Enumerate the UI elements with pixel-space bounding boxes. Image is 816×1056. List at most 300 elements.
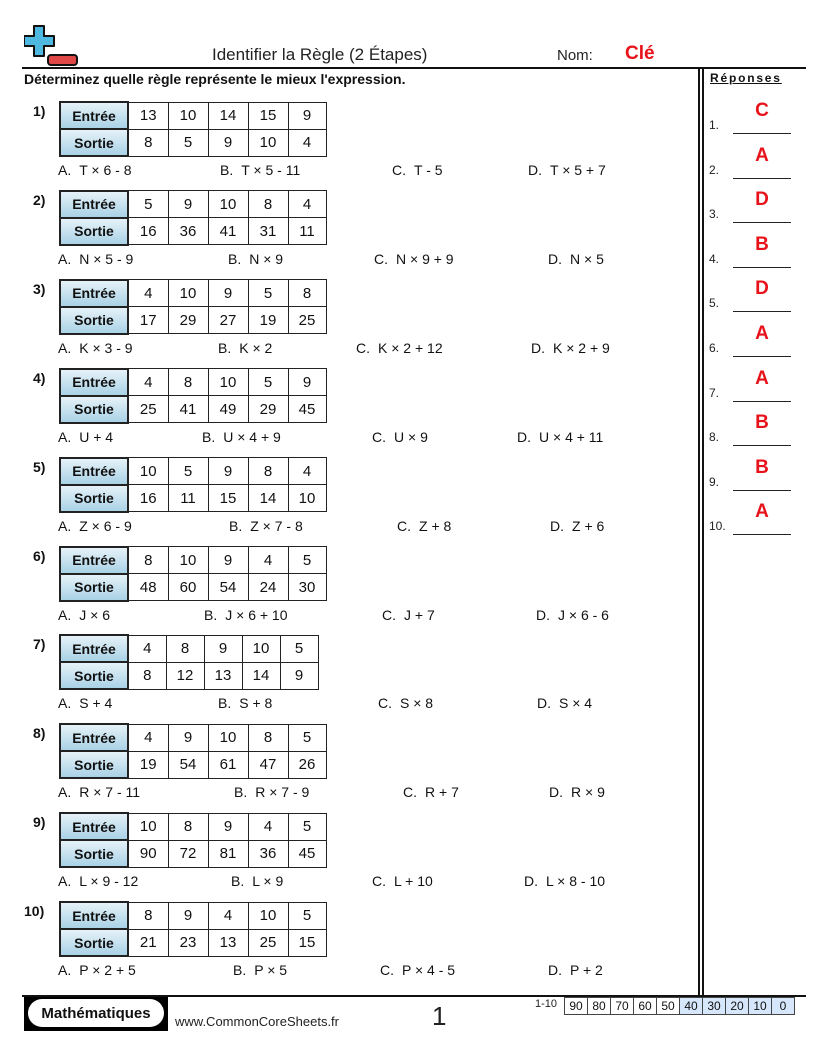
output-cell: 5 bbox=[168, 129, 208, 156]
instructions: Déterminez quelle règle représente le mieux l'expression. bbox=[24, 71, 406, 87]
answer-option-a bbox=[58, 162, 132, 178]
answer-option-d bbox=[528, 162, 606, 178]
option-rule: R × 7 - 9 bbox=[255, 784, 310, 801]
option-letter: A. bbox=[58, 162, 72, 178]
problem-number: 6) bbox=[33, 547, 46, 564]
answer-option-c bbox=[372, 873, 433, 889]
answer-line bbox=[733, 311, 791, 312]
answer-option-c bbox=[374, 251, 454, 267]
input-cell: 8 bbox=[168, 813, 208, 840]
input-cell: 5 bbox=[168, 458, 208, 485]
output-cell: 9 bbox=[208, 129, 248, 156]
output-cell: 36 bbox=[168, 218, 208, 245]
input-cell: 9 bbox=[288, 369, 326, 396]
output-cell: 45 bbox=[288, 840, 326, 867]
output-cell: 16 bbox=[128, 218, 168, 245]
output-cell: 48 bbox=[128, 574, 168, 601]
input-cell: 5 bbox=[288, 813, 326, 840]
input-cell: 9 bbox=[168, 902, 208, 929]
option-letter: B. bbox=[229, 517, 243, 534]
option-rule: N × 9 + 9 bbox=[396, 250, 454, 267]
problem-number: 7) bbox=[33, 636, 46, 653]
problem-number: 3) bbox=[33, 280, 46, 297]
input-output-table bbox=[59, 634, 319, 690]
option-letter: B. bbox=[228, 250, 242, 267]
answer-item bbox=[709, 412, 799, 446]
answer-value: B bbox=[755, 412, 769, 434]
option-rule: Z + 6 bbox=[572, 517, 605, 534]
option-letter: A. bbox=[58, 606, 72, 623]
output-cell: 16 bbox=[128, 485, 168, 512]
output-cell: 11 bbox=[168, 485, 208, 512]
row-label-input: Entrée bbox=[60, 635, 128, 662]
option-rule: S + 8 bbox=[239, 695, 273, 712]
input-cell: 5 bbox=[248, 369, 288, 396]
option-rule: K × 2 + 9 bbox=[553, 339, 610, 356]
answer-option-c bbox=[397, 518, 451, 534]
output-cell: 36 bbox=[248, 840, 288, 867]
output-cell: 14 bbox=[248, 485, 288, 512]
answer-option-d bbox=[548, 962, 603, 978]
output-cell: 10 bbox=[288, 485, 326, 512]
brand-label: Mathématiques bbox=[28, 999, 164, 1027]
output-cell: 41 bbox=[168, 396, 208, 423]
answer-option-d bbox=[549, 784, 605, 800]
output-cell: 8 bbox=[128, 662, 166, 689]
answer-number: 1. bbox=[709, 118, 720, 132]
answer-value: B bbox=[755, 456, 769, 478]
input-cell: 10 bbox=[168, 547, 208, 574]
option-letter: D. bbox=[548, 962, 562, 979]
input-cell: 5 bbox=[288, 547, 326, 574]
option-letter: A. bbox=[58, 250, 72, 267]
output-cell: 9 bbox=[280, 662, 318, 689]
output-cell: 29 bbox=[248, 396, 288, 423]
input-cell: 10 bbox=[128, 458, 168, 485]
problem-number: 1) bbox=[33, 103, 46, 119]
option-letter: B. bbox=[218, 695, 232, 712]
output-cell: 90 bbox=[128, 840, 168, 867]
option-rule: U × 4 + 9 bbox=[223, 428, 281, 445]
answers-divider bbox=[702, 67, 704, 997]
option-rule: T × 6 - 8 bbox=[79, 162, 132, 178]
input-cell: 10 bbox=[168, 102, 208, 129]
option-rule: U × 4 + 11 bbox=[539, 428, 604, 445]
input-cell: 4 bbox=[128, 724, 168, 751]
row-label-input: Entrée bbox=[60, 902, 128, 929]
option-letter: C. bbox=[372, 873, 386, 890]
input-cell: 8 bbox=[128, 902, 168, 929]
input-cell: 10 bbox=[168, 280, 208, 307]
output-cell: 60 bbox=[168, 574, 208, 601]
option-letter: D. bbox=[548, 250, 562, 267]
output-cell: 11 bbox=[288, 218, 326, 245]
answer-value: A bbox=[755, 501, 769, 523]
output-cell: 27 bbox=[208, 307, 248, 334]
option-letter: A. bbox=[58, 339, 72, 356]
input-cell: 9 bbox=[168, 724, 208, 751]
row-label-output: Sortie bbox=[60, 574, 128, 601]
output-cell: 17 bbox=[128, 307, 168, 334]
option-letter: A. bbox=[58, 873, 72, 890]
option-letter: B. bbox=[218, 339, 232, 356]
option-rule: K × 2 + 12 bbox=[378, 339, 443, 356]
answer-option-c bbox=[403, 784, 459, 800]
input-cell: 14 bbox=[208, 102, 248, 129]
answer-option-a bbox=[58, 607, 110, 623]
option-rule: L × 9 bbox=[252, 873, 284, 890]
answer-number: 7. bbox=[709, 385, 720, 400]
option-rule: K × 2 bbox=[239, 339, 273, 356]
option-letter: D. bbox=[517, 428, 531, 445]
score-cell: 10 bbox=[749, 998, 772, 1015]
input-cell: 4 bbox=[128, 280, 168, 307]
input-cell: 5 bbox=[128, 191, 168, 218]
output-cell: 29 bbox=[168, 307, 208, 334]
score-cell: 70 bbox=[611, 998, 634, 1015]
output-cell: 54 bbox=[208, 574, 248, 601]
option-rule: P + 2 bbox=[570, 962, 603, 979]
answer-number: 3. bbox=[709, 207, 720, 222]
answer-option-b bbox=[218, 340, 272, 356]
output-cell: 4 bbox=[288, 129, 326, 156]
answer-option-b bbox=[202, 429, 281, 445]
input-cell: 9 bbox=[204, 635, 242, 662]
score-cell: 30 bbox=[703, 998, 726, 1015]
problem-number: 5) bbox=[33, 458, 46, 475]
row-label-output: Sortie bbox=[60, 129, 128, 156]
input-cell: 5 bbox=[288, 724, 326, 751]
output-cell: 13 bbox=[204, 662, 242, 689]
row-label-output: Sortie bbox=[60, 840, 128, 867]
answer-value: A bbox=[755, 144, 769, 166]
option-rule: N × 5 - 9 bbox=[79, 250, 134, 267]
option-letter: B. bbox=[204, 606, 218, 623]
answer-option-c bbox=[378, 695, 433, 711]
option-rule: J × 6 bbox=[79, 606, 110, 623]
answer-value: C bbox=[755, 100, 769, 121]
option-letter: A. bbox=[58, 517, 72, 534]
answers-divider bbox=[698, 67, 700, 997]
option-rule: T × 5 - 11 bbox=[241, 162, 301, 178]
answer-value: D bbox=[755, 189, 769, 211]
answer-item bbox=[709, 233, 799, 268]
input-cell: 9 bbox=[288, 102, 326, 129]
input-output-table bbox=[59, 190, 327, 246]
output-cell: 24 bbox=[248, 574, 288, 601]
option-letter: D. bbox=[549, 784, 563, 801]
option-rule: P × 4 - 5 bbox=[402, 962, 456, 979]
input-cell: 5 bbox=[248, 280, 288, 307]
output-cell: 10 bbox=[248, 129, 288, 156]
output-cell: 23 bbox=[168, 929, 208, 956]
problem-number: 10) bbox=[24, 903, 45, 920]
name-value: Clé bbox=[625, 43, 655, 64]
option-rule: S × 8 bbox=[400, 695, 434, 712]
answer-value: B bbox=[755, 233, 769, 255]
row-label-output: Sortie bbox=[60, 218, 128, 245]
answer-option-a bbox=[58, 429, 113, 445]
score-cell: 40 bbox=[680, 998, 703, 1015]
answer-item bbox=[709, 189, 799, 223]
problem-number: 4) bbox=[33, 369, 46, 386]
output-cell: 15 bbox=[288, 929, 326, 956]
option-letter: A. bbox=[58, 428, 72, 445]
input-cell: 8 bbox=[166, 635, 204, 662]
option-rule: N × 5 bbox=[570, 250, 604, 267]
output-cell: 30 bbox=[288, 574, 326, 601]
input-output-table bbox=[59, 368, 327, 424]
row-label-input: Entrée bbox=[60, 547, 128, 574]
answer-number: 5. bbox=[709, 296, 720, 311]
option-rule: S + 4 bbox=[79, 695, 113, 712]
option-letter: C. bbox=[382, 606, 396, 623]
option-letter: A. bbox=[58, 784, 72, 801]
answer-option-a bbox=[58, 962, 136, 978]
answer-item bbox=[709, 367, 799, 402]
option-letter: C. bbox=[403, 784, 417, 801]
output-cell: 45 bbox=[288, 396, 326, 423]
input-cell: 5 bbox=[280, 635, 318, 662]
option-rule: R × 7 - 11 bbox=[79, 784, 141, 801]
option-rule: U + 4 bbox=[79, 428, 114, 445]
answer-option-b bbox=[220, 162, 300, 178]
answer-option-a bbox=[58, 784, 140, 800]
score-cell: 80 bbox=[588, 998, 611, 1015]
option-letter: B. bbox=[234, 784, 248, 801]
option-letter: D. bbox=[524, 873, 538, 890]
output-cell: 25 bbox=[128, 396, 168, 423]
row-label-input: Entrée bbox=[60, 369, 128, 396]
option-letter: D. bbox=[550, 517, 564, 534]
answer-number: 10. bbox=[709, 519, 726, 534]
option-rule: L × 8 - 10 bbox=[546, 873, 606, 890]
option-letter: C. bbox=[378, 695, 392, 712]
option-letter: D. bbox=[537, 695, 551, 712]
answer-option-c bbox=[372, 429, 428, 445]
output-cell: 31 bbox=[248, 218, 288, 245]
input-cell: 10 bbox=[128, 813, 168, 840]
input-cell: 8 bbox=[248, 458, 288, 485]
answer-line bbox=[733, 401, 791, 402]
score-cell: 20 bbox=[726, 998, 749, 1015]
answer-option-b bbox=[218, 695, 272, 711]
option-rule: S × 4 bbox=[559, 695, 593, 712]
input-cell: 15 bbox=[248, 102, 288, 129]
option-letter: C. bbox=[372, 428, 386, 445]
answer-line bbox=[733, 490, 791, 491]
output-cell: 19 bbox=[248, 307, 288, 334]
answer-option-d bbox=[536, 607, 609, 623]
output-cell: 54 bbox=[168, 751, 208, 778]
option-letter: B. bbox=[231, 873, 245, 890]
option-letter: C. bbox=[380, 962, 394, 979]
input-cell: 8 bbox=[248, 191, 288, 218]
answer-line bbox=[733, 178, 791, 179]
score-cell: 90 bbox=[565, 998, 588, 1015]
input-output-table bbox=[59, 101, 327, 157]
output-cell: 25 bbox=[248, 929, 288, 956]
answer-line bbox=[733, 534, 791, 535]
row-label-input: Entrée bbox=[60, 724, 128, 751]
output-cell: 49 bbox=[208, 396, 248, 423]
answer-line bbox=[733, 222, 791, 223]
output-cell: 19 bbox=[128, 751, 168, 778]
row-label-input: Entrée bbox=[60, 280, 128, 307]
input-cell: 8 bbox=[128, 547, 168, 574]
answer-option-d bbox=[548, 251, 604, 267]
answer-option-a bbox=[58, 251, 133, 267]
answer-item bbox=[709, 501, 799, 535]
option-rule: P × 5 bbox=[254, 962, 288, 979]
option-rule: J × 6 + 10 bbox=[225, 606, 288, 623]
score-cell: 0 bbox=[772, 998, 795, 1015]
answer-line bbox=[733, 445, 791, 446]
option-letter: B. bbox=[220, 162, 234, 178]
row-label-output: Sortie bbox=[60, 929, 128, 956]
problem-number: 9) bbox=[33, 814, 46, 831]
row-label-input: Entrée bbox=[60, 102, 128, 129]
score-cell: 60 bbox=[634, 998, 657, 1015]
site-url: www.CommonCoreSheets.fr bbox=[175, 1014, 339, 1029]
input-output-table bbox=[59, 457, 327, 513]
answer-option-d bbox=[537, 695, 592, 711]
output-cell: 12 bbox=[166, 662, 204, 689]
option-rule: K × 3 - 9 bbox=[79, 339, 133, 356]
answer-number: 2. bbox=[709, 162, 720, 177]
option-rule: J × 6 - 6 bbox=[558, 606, 609, 623]
answer-option-b bbox=[228, 251, 283, 267]
output-cell: 13 bbox=[208, 929, 248, 956]
answer-number: 6. bbox=[709, 341, 720, 355]
option-rule: Z × 6 - 9 bbox=[79, 517, 132, 534]
option-rule: R + 7 bbox=[425, 784, 459, 801]
answer-value: D bbox=[755, 278, 769, 300]
input-cell: 13 bbox=[128, 102, 168, 129]
input-cell: 4 bbox=[128, 369, 168, 396]
page-number: 1 bbox=[432, 1001, 447, 1031]
input-cell: 10 bbox=[208, 191, 248, 218]
option-rule: Z × 7 - 8 bbox=[250, 517, 303, 534]
answer-option-a bbox=[58, 518, 132, 534]
answer-line bbox=[733, 356, 791, 357]
input-cell: 8 bbox=[168, 369, 208, 396]
option-letter: D. bbox=[536, 606, 550, 623]
answer-item bbox=[709, 144, 799, 179]
output-cell: 21 bbox=[128, 929, 168, 956]
input-cell: 8 bbox=[248, 724, 288, 751]
answer-option-b bbox=[234, 784, 309, 800]
answer-option-d bbox=[550, 518, 604, 534]
answer-value: A bbox=[755, 323, 769, 344]
option-letter: C. bbox=[374, 250, 388, 267]
answer-option-c bbox=[356, 340, 443, 356]
output-cell: 81 bbox=[208, 840, 248, 867]
input-output-table bbox=[59, 546, 327, 602]
answer-option-a bbox=[58, 340, 133, 356]
input-cell: 10 bbox=[208, 369, 248, 396]
output-cell: 72 bbox=[168, 840, 208, 867]
answer-option-a bbox=[58, 695, 112, 711]
input-cell: 8 bbox=[288, 280, 326, 307]
answer-option-c bbox=[380, 962, 455, 978]
input-output-table bbox=[59, 723, 327, 779]
score-range-label: 1-10 bbox=[535, 998, 558, 1010]
input-output-table bbox=[59, 901, 327, 957]
row-label-input: Entrée bbox=[60, 813, 128, 840]
output-cell: 41 bbox=[208, 218, 248, 245]
answer-option-b bbox=[229, 518, 303, 534]
answer-option-b bbox=[231, 873, 283, 889]
option-rule: T - 5 bbox=[414, 162, 443, 178]
option-letter: B. bbox=[202, 428, 216, 445]
header-divider bbox=[22, 67, 806, 69]
answer-option-c bbox=[392, 162, 443, 178]
option-rule: Z + 8 bbox=[419, 517, 452, 534]
input-cell: 9 bbox=[208, 458, 248, 485]
option-letter: D. bbox=[528, 162, 542, 178]
option-letter: C. bbox=[392, 162, 406, 178]
input-cell: 4 bbox=[288, 191, 326, 218]
input-cell: 9 bbox=[208, 547, 248, 574]
option-rule: N × 9 bbox=[249, 250, 284, 267]
name-label: Nom: bbox=[557, 47, 593, 64]
score-table bbox=[564, 997, 795, 1015]
logo-plus-minus-icon bbox=[24, 24, 80, 68]
answer-option-d bbox=[517, 429, 603, 445]
option-rule: T × 5 + 7 bbox=[550, 162, 606, 178]
row-label-output: Sortie bbox=[60, 485, 128, 512]
output-cell: 25 bbox=[288, 307, 326, 334]
answer-option-b bbox=[233, 962, 287, 978]
option-rule: R × 9 bbox=[571, 784, 605, 801]
output-cell: 8 bbox=[128, 129, 168, 156]
answer-item bbox=[709, 100, 799, 134]
answer-line bbox=[733, 133, 791, 134]
problem-number: 2) bbox=[33, 191, 46, 208]
answer-option-a bbox=[58, 873, 138, 889]
answer-number: 8. bbox=[709, 430, 720, 445]
output-cell: 47 bbox=[248, 751, 288, 778]
problem-number: 8) bbox=[33, 725, 46, 742]
option-rule: J + 7 bbox=[404, 606, 435, 623]
option-rule: L × 9 - 12 bbox=[79, 873, 139, 890]
row-label-input: Entrée bbox=[60, 458, 128, 485]
output-cell: 15 bbox=[208, 485, 248, 512]
input-cell: 4 bbox=[128, 635, 166, 662]
input-output-table bbox=[59, 812, 327, 868]
option-rule: P × 2 + 5 bbox=[79, 962, 136, 979]
answer-number: 9. bbox=[709, 474, 720, 489]
input-output-table bbox=[59, 279, 327, 335]
option-rule: U × 9 bbox=[394, 428, 428, 445]
input-cell: 9 bbox=[208, 280, 248, 307]
output-cell: 26 bbox=[288, 751, 326, 778]
output-cell: 61 bbox=[208, 751, 248, 778]
row-label-output: Sortie bbox=[60, 662, 128, 689]
row-label-input: Entrée bbox=[60, 191, 128, 218]
input-cell: 4 bbox=[208, 902, 248, 929]
answer-item bbox=[709, 278, 799, 312]
input-cell: 9 bbox=[208, 813, 248, 840]
option-rule: L + 10 bbox=[394, 873, 433, 890]
option-letter: C. bbox=[356, 339, 370, 356]
answer-option-d bbox=[531, 340, 610, 356]
answer-option-b bbox=[204, 607, 288, 623]
input-cell: 9 bbox=[168, 191, 208, 218]
option-letter: A. bbox=[58, 962, 72, 979]
option-letter: A. bbox=[58, 695, 72, 712]
